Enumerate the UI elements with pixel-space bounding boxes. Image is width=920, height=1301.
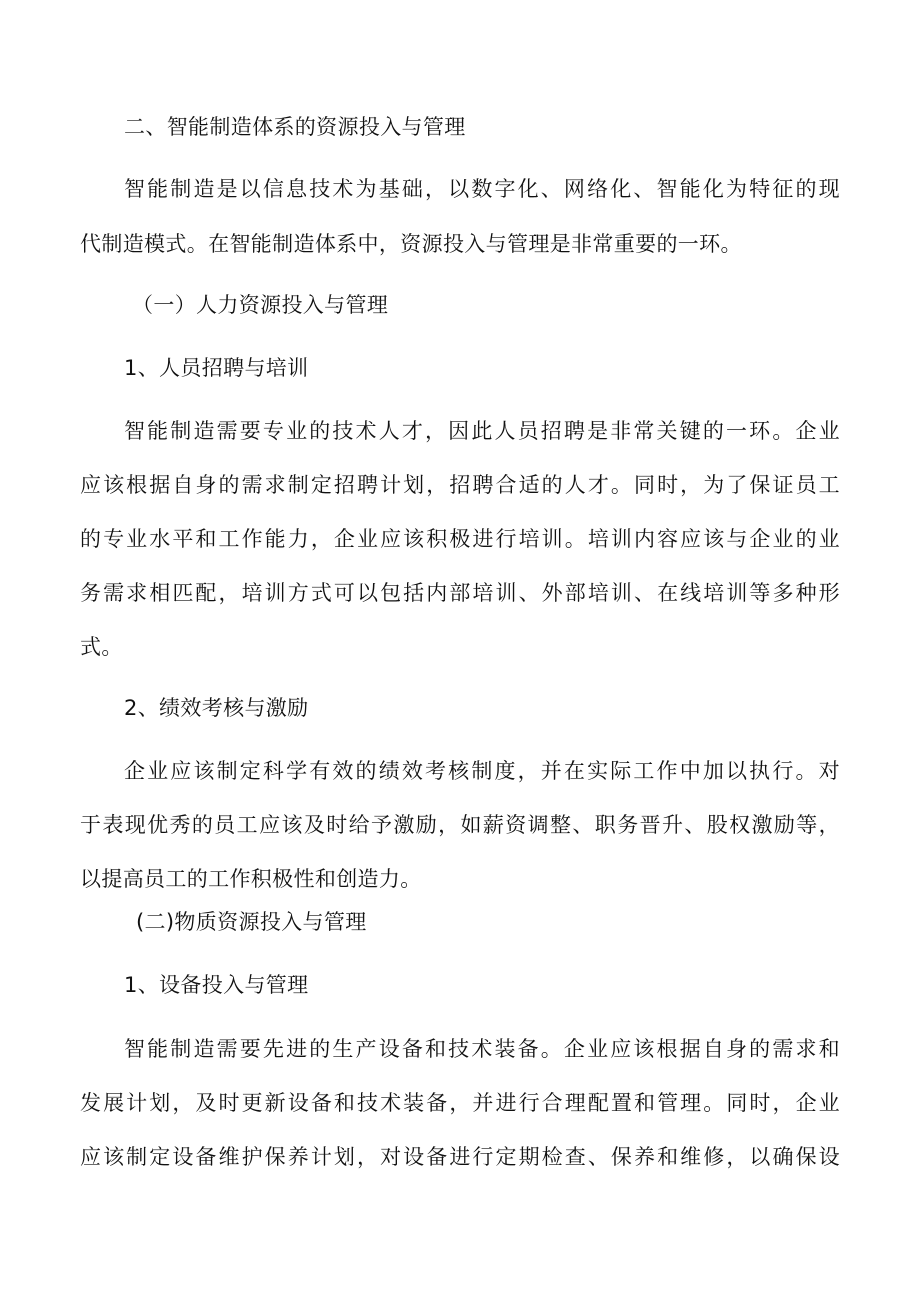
paragraph-line: 的专业水平和工作能力，企业应该积极进行培训。培训内容应该与企业的业 — [80, 527, 840, 551]
paragraph-line: 务需求相匹配，培训方式可以包括内部培训、外部培训、在线培训等多种形 — [80, 581, 840, 605]
paragraph-line: 式。 — [80, 635, 123, 659]
item-heading: 1、人员招聘与培训 — [124, 356, 309, 380]
paragraph-line: 代制造模式。在智能制造体系中，资源投入与管理是非常重要的一环。 — [80, 232, 742, 256]
paragraph-line: 企业应该制定科学有效的绩效考核制度，并在实际工作中加以执行。对 — [124, 759, 840, 783]
subsection-heading: （一）人力资源投入与管理 — [132, 293, 389, 317]
paragraph-line: 智能制造是以信息技术为基础，以数字化、网络化、智能化为特征的现 — [124, 177, 840, 201]
paragraph-line: 发展计划，及时更新设备和技术装备，并进行合理配置和管理。同时，企业 — [80, 1091, 840, 1115]
paragraph-line: 以提高员工的工作积极性和创造力。 — [80, 867, 422, 891]
subsection-heading: (二)物质资源投入与管理 — [136, 910, 367, 934]
paragraph-line: 于表现优秀的员工应该及时给予激励，如薪资调整、职务晋升、股权激励等， — [80, 813, 840, 837]
paragraph-line: 智能制造需要专业的技术人才，因此人员招聘是非常关键的一环。企业 — [124, 419, 840, 443]
paragraph-line: 应该制定设备维护保养计划，对设备进行定期检查、保养和维修，以确保设 — [80, 1145, 840, 1169]
paragraph-line: 应该根据自身的需求制定招聘计划，招聘合适的人才。同时，为了保证员工 — [80, 473, 840, 497]
section-heading: 二、智能制造体系的资源投入与管理 — [124, 115, 466, 139]
item-heading: 1、设备投入与管理 — [124, 973, 309, 997]
item-heading: 2、绩效考核与激励 — [124, 696, 309, 720]
paragraph-line: 智能制造需要先进的生产设备和技术装备。企业应该根据自身的需求和 — [124, 1037, 840, 1061]
